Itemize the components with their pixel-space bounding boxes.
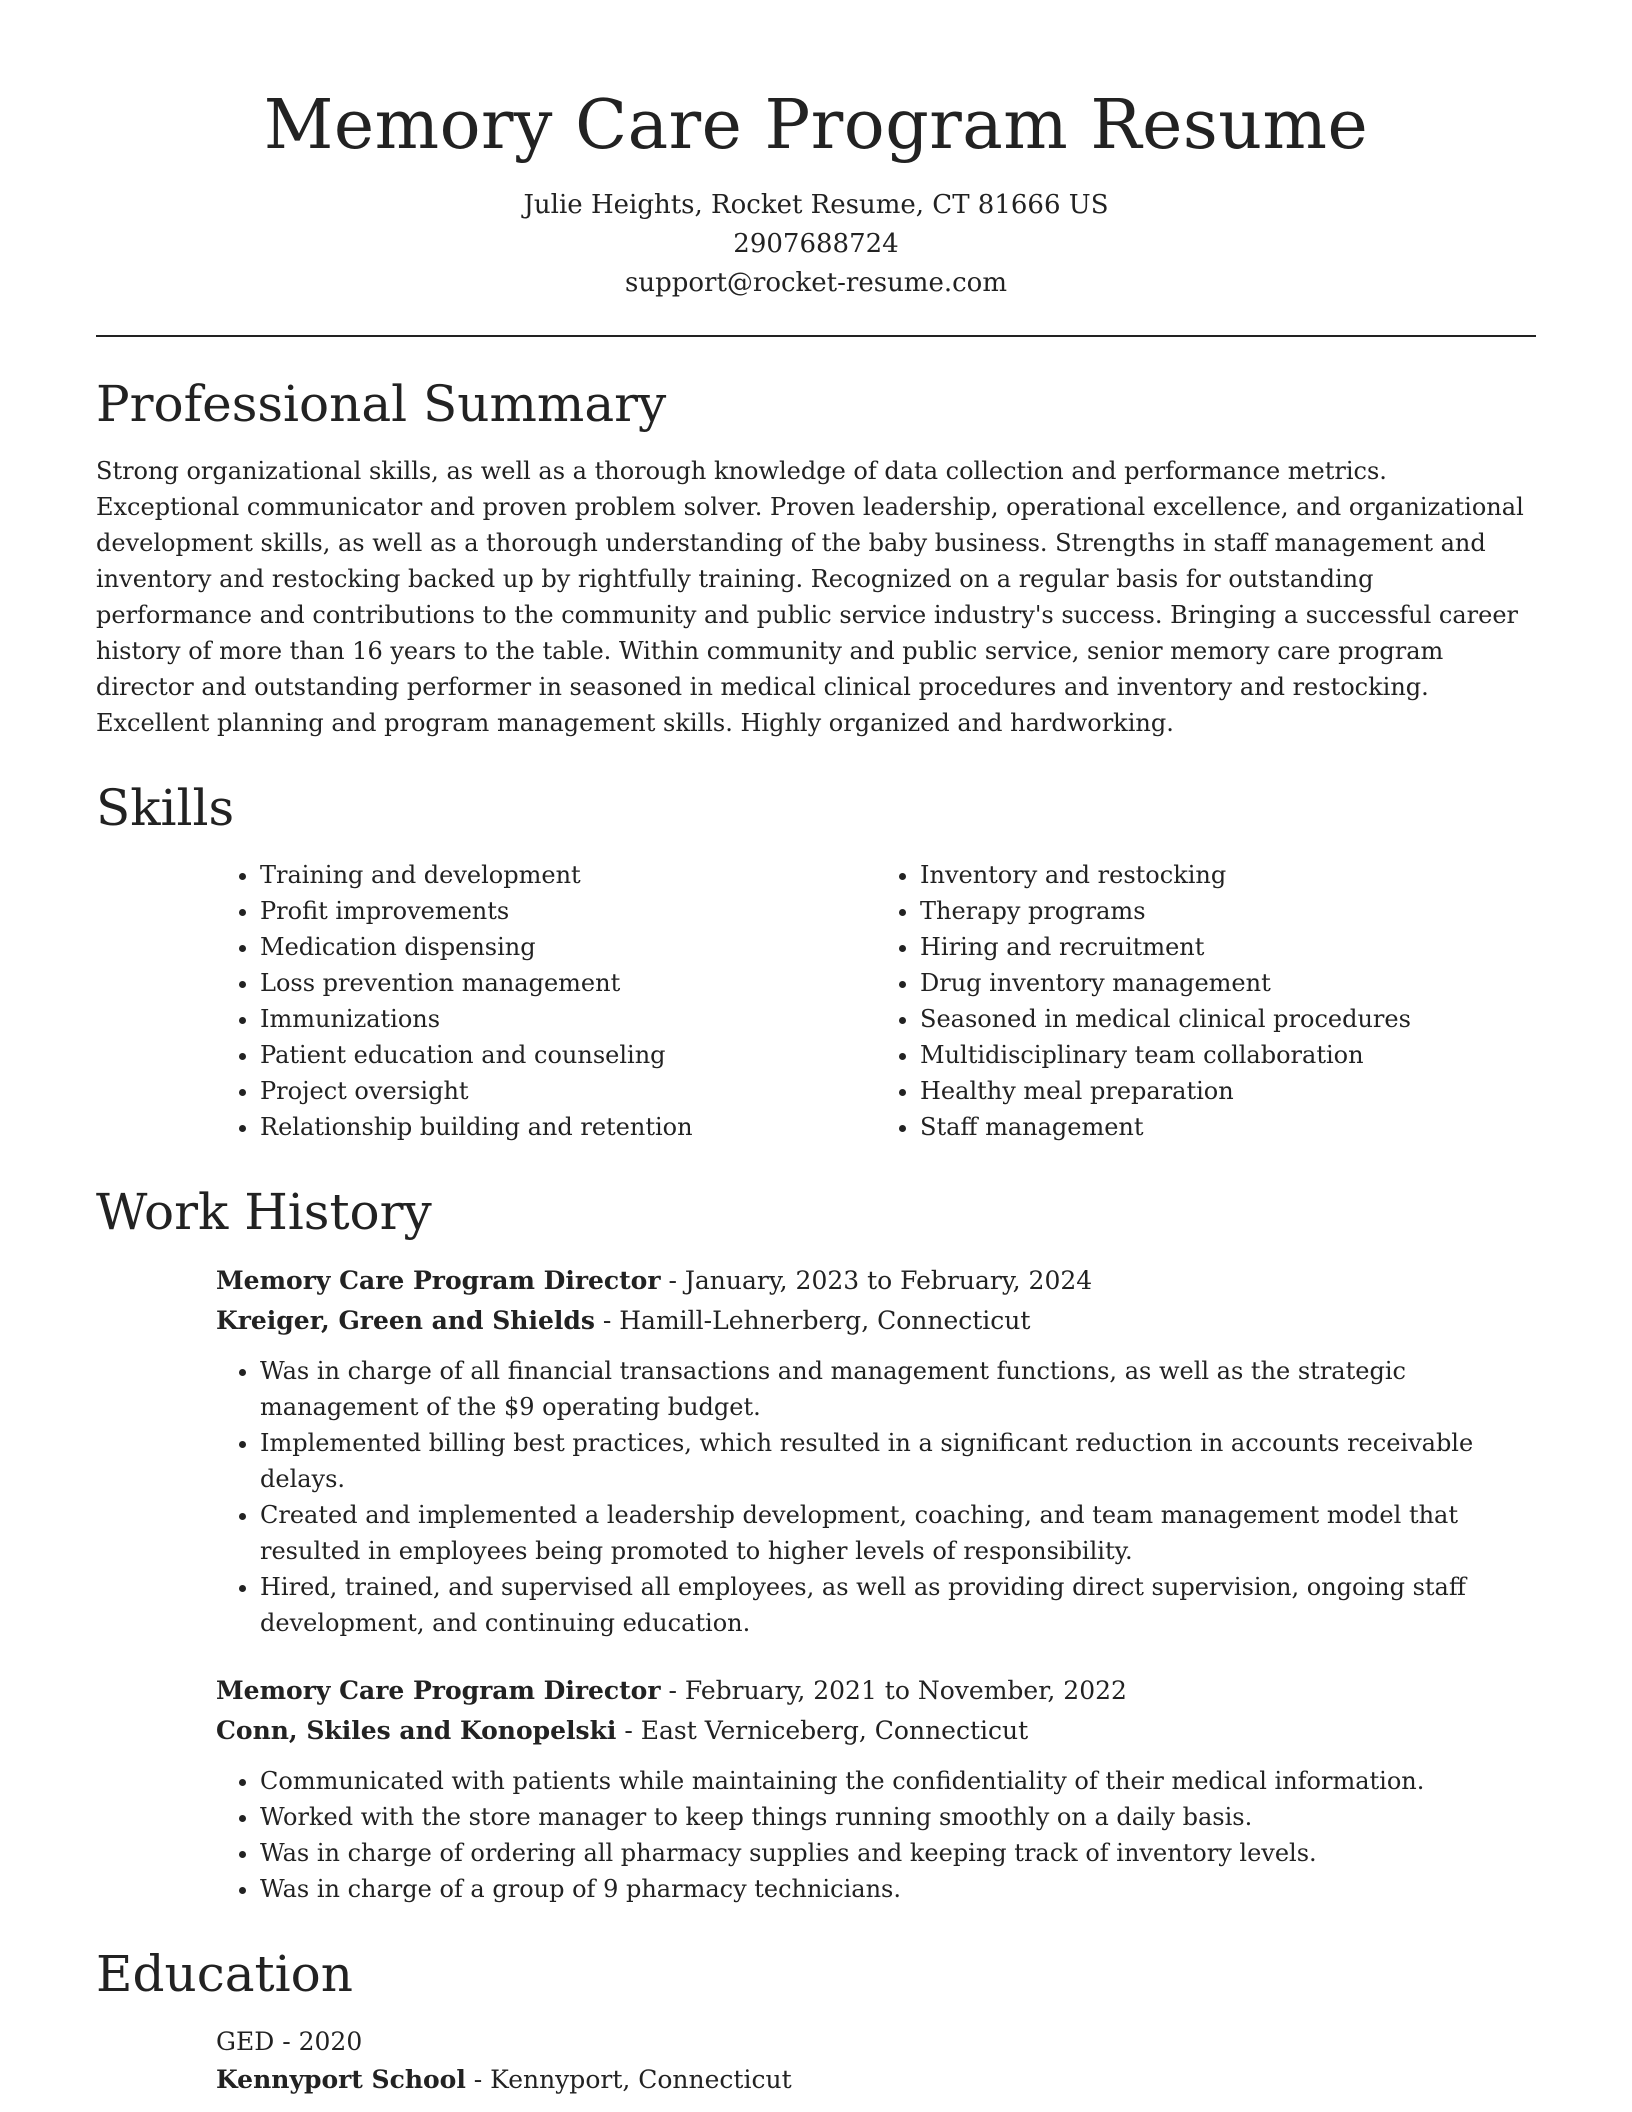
skill-item: • Multidisciplinary team collaboration	[920, 1037, 1536, 1073]
job-company: Conn, Skiles and Konopelski	[216, 1716, 617, 1745]
education-school: Kennyport School	[216, 2065, 466, 2094]
job-bullet: • Created and implemented a leadership development, coaching, and team management model that resulted in employees being promoted to higher levels of responsibility.	[260, 1497, 1536, 1569]
education-year: - 2020	[274, 2027, 363, 2056]
job-location: - Hamill-Lehnerberg, Connecticut	[594, 1306, 1031, 1335]
resume-title: Memory Care Program Resume	[263, 86, 1369, 165]
job-dates: - January, 2023 to February, 2024	[660, 1266, 1093, 1295]
job-entry	[216, 1261, 1536, 1641]
education-entry	[216, 2023, 1536, 2099]
contact-address: Julie Heights, Rocket Resume, CT 81666 US	[523, 190, 1109, 220]
job-bullets	[216, 1353, 1536, 1641]
work-history-heading: Work History	[96, 1183, 432, 1241]
skill-item: • Inventory and restocking	[920, 857, 1536, 893]
skills-list	[216, 857, 1536, 1145]
skill-item: • Patient education and counseling	[260, 1037, 876, 1073]
job-location: - East Verniceberg, Connecticut	[616, 1716, 1029, 1745]
skill-item: • Staff management	[920, 1109, 1536, 1145]
skill-item: • Healthy meal preparation	[920, 1073, 1536, 1109]
job-dates: - February, 2021 to November, 2022	[660, 1676, 1127, 1705]
education-school-line	[216, 2061, 1536, 2099]
job-bullets	[216, 1763, 1536, 1907]
skill-item: • Training and development	[260, 857, 876, 893]
job-bullet: • Hired, trained, and supervised all employees, as well as providing direct supervision, ongoing staff development, and continuing education.	[260, 1569, 1536, 1641]
contact-phone: 2907688724	[733, 229, 899, 259]
job-company-line	[216, 1711, 1536, 1751]
job-entry	[216, 1671, 1536, 1907]
resume-page	[96, 80, 1536, 2099]
skills-column-right	[876, 857, 1536, 1145]
skill-item: • Loss prevention management	[260, 965, 876, 1001]
header-divider	[96, 335, 1536, 337]
job-bullet: • Was in charge of all financial transactions and management functions, as well as the strategic management of the $9 operating budget.	[260, 1353, 1536, 1425]
job-title: Memory Care Program Director	[216, 1676, 661, 1705]
job-bullet: • Communicated with patients while maintaining the confidentiality of their medical information.	[260, 1763, 1536, 1799]
skill-item: • Drug inventory management	[920, 965, 1536, 1001]
contact-email: support@rocket-resume.com	[624, 268, 1007, 298]
skill-item: • Medication dispensing	[260, 929, 876, 965]
job-title: Memory Care Program Director	[216, 1266, 661, 1295]
summary-text: Strong organizational skills, as well as a thorough knowledge of data collection and performance metrics. Exceptional communicator and proven problem solver. Proven leadership, operational excellence, and organizational development skills, as well as a thorough understanding of the baby business. Strengths in staff management and inventory and restocking backed up by rightfully training. Recognized on a regular basis for outstanding performance and contributions to the community and public service industry's success. Bringing a successful career history of more than 16 years to the table. Within community and public service, senior memory care program director and outstanding performer in seasoned in medical clinical procedures and inventory and restocking. Excellent planning and program management skills. Highly organized and hardworking.	[96, 457, 1524, 737]
job-company: Kreiger, Green and Shields	[216, 1306, 595, 1335]
job-bullet: • Worked with the store manager to keep things running smoothly on a daily basis.	[260, 1799, 1536, 1835]
skill-item: • Seasoned in medical clinical procedures	[920, 1001, 1536, 1037]
education-degree: GED	[216, 2027, 275, 2056]
job-bullet: • Was in charge of ordering all pharmacy supplies and keeping track of inventory levels.	[260, 1835, 1536, 1871]
skill-item: • Immunizations	[260, 1001, 876, 1037]
skill-item: • Profit improvements	[260, 893, 876, 929]
education-degree-line	[216, 2023, 1536, 2061]
skill-item: • Hiring and recruitment	[920, 929, 1536, 965]
job-bullet: • Was in charge of a group of 9 pharmacy technicians.	[260, 1871, 1536, 1907]
education-heading: Education	[96, 1945, 353, 2003]
job-title-line	[216, 1261, 1536, 1301]
job-company-line	[216, 1301, 1536, 1341]
summary-heading: Professional Summary	[96, 375, 667, 433]
job-title-line	[216, 1671, 1536, 1711]
skill-item: • Project oversight	[260, 1073, 876, 1109]
skill-item: • Relationship building and retention	[260, 1109, 876, 1145]
education-location: - Kennyport, Connecticut	[465, 2065, 792, 2094]
skill-item: • Therapy programs	[920, 893, 1536, 929]
job-bullet: • Implemented billing best practices, which resulted in a significant reduction in accounts receivable delays.	[260, 1425, 1536, 1497]
skills-column-left	[216, 857, 876, 1145]
contact-block	[96, 186, 1536, 303]
skills-heading: Skills	[96, 779, 235, 837]
